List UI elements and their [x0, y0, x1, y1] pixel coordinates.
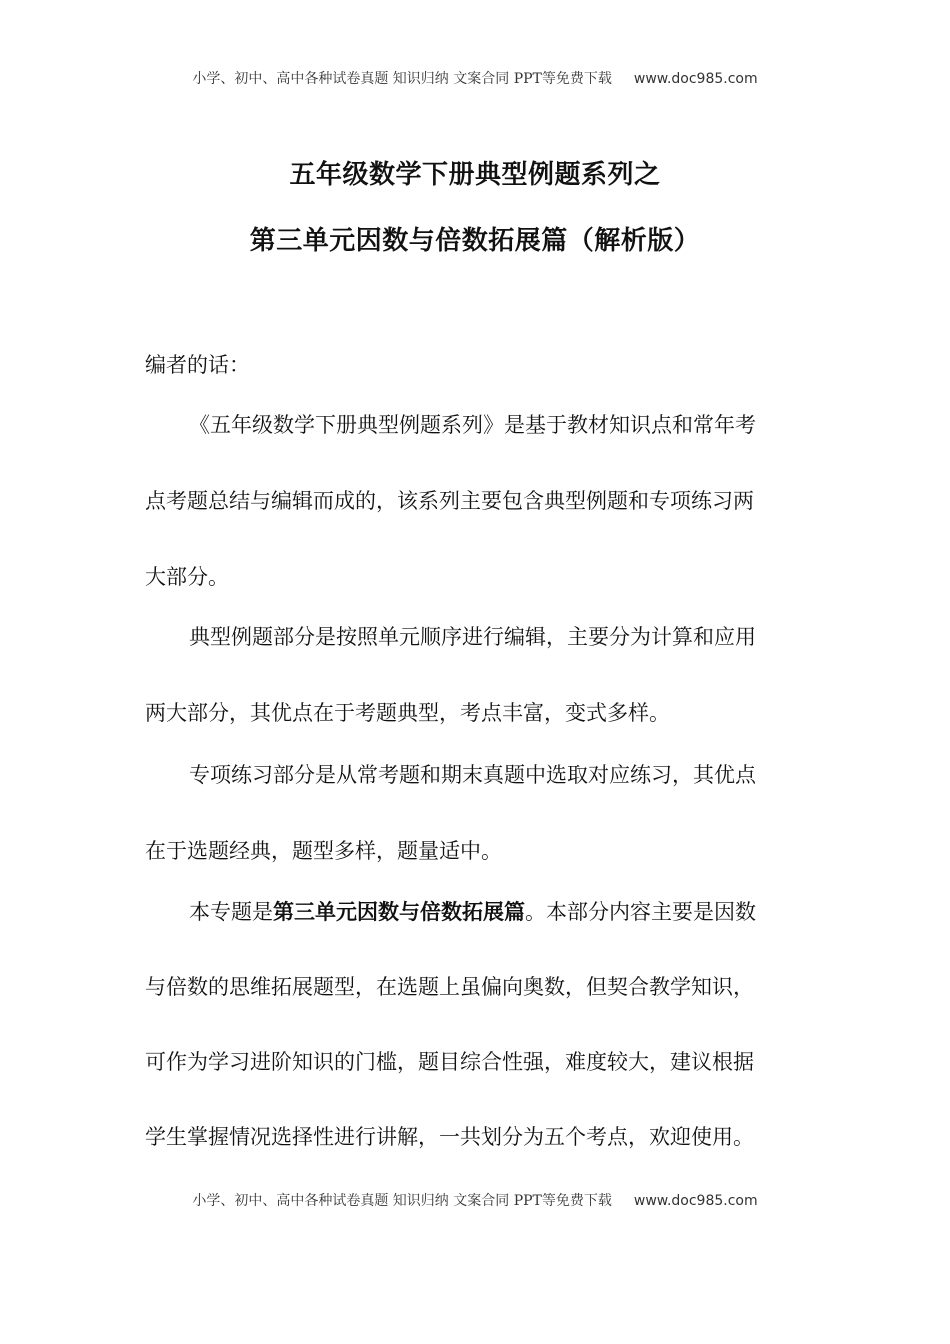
paragraph-4-bold-topic: 第三单元因数与倍数拓展篇 [273, 900, 525, 924]
paragraph-4-pre: 本专题是 [189, 900, 273, 924]
paragraph-4-post: 。本部分内容主要是因数 [525, 900, 756, 924]
intro-label: 编者的话： [145, 353, 250, 377]
paragraph-1-line-3: 大部分。 [145, 565, 229, 589]
page-footer [0, 1190, 950, 1210]
paragraph-1-line-1: 《五年级数学下册典型例题系列》是基于教材知识点和常年考 [189, 413, 756, 437]
header-text: 小学、初中、高中各种试卷真题 知识归纳 文案合同 PPT等免费下载 [192, 71, 612, 87]
paragraph-2-line-1: 典型例题部分是按照单元顺序进行编辑，主要分为计算和应用 [189, 625, 756, 649]
paragraph-4-line-4: 学生掌握情况选择性进行讲解，一共划分为五个考点，欢迎使用。 [145, 1125, 754, 1149]
paragraph-4-line-2: 与倍数的思维拓展题型，在选题上虽偏向奥数，但契合教学知识， [145, 975, 754, 999]
paragraph-4-line-1 [189, 897, 756, 927]
page-header [0, 68, 950, 88]
footer-site-link[interactable]: www.doc985.com [633, 1193, 758, 1209]
paragraph-2-line-2: 两大部分，其优点在于考题典型，考点丰富，变式多样。 [145, 701, 670, 725]
paragraph-3-line-2: 在于选题经典，题型多样，题量适中。 [145, 839, 502, 863]
header-site-link[interactable]: www.doc985.com [633, 71, 758, 87]
paragraph-4-line-3: 可作为学习进阶知识的门槛，题目综合性强，难度较大，建议根据 [145, 1050, 754, 1074]
footer-text: 小学、初中、高中各种试卷真题 知识归纳 文案合同 PPT等免费下载 [192, 1193, 612, 1209]
document-title-line-1: 五年级数学下册典型例题系列之 [289, 160, 661, 190]
paragraph-3-line-1: 专项练习部分是从常考题和期末真题中选取对应练习，其优点 [189, 763, 756, 787]
paragraph-1-line-2: 点考题总结与编辑而成的，该系列主要包含典型例题和专项练习两 [145, 489, 754, 513]
document-title-line-2: 第三单元因数与倍数拓展篇（解析版） [249, 226, 701, 256]
